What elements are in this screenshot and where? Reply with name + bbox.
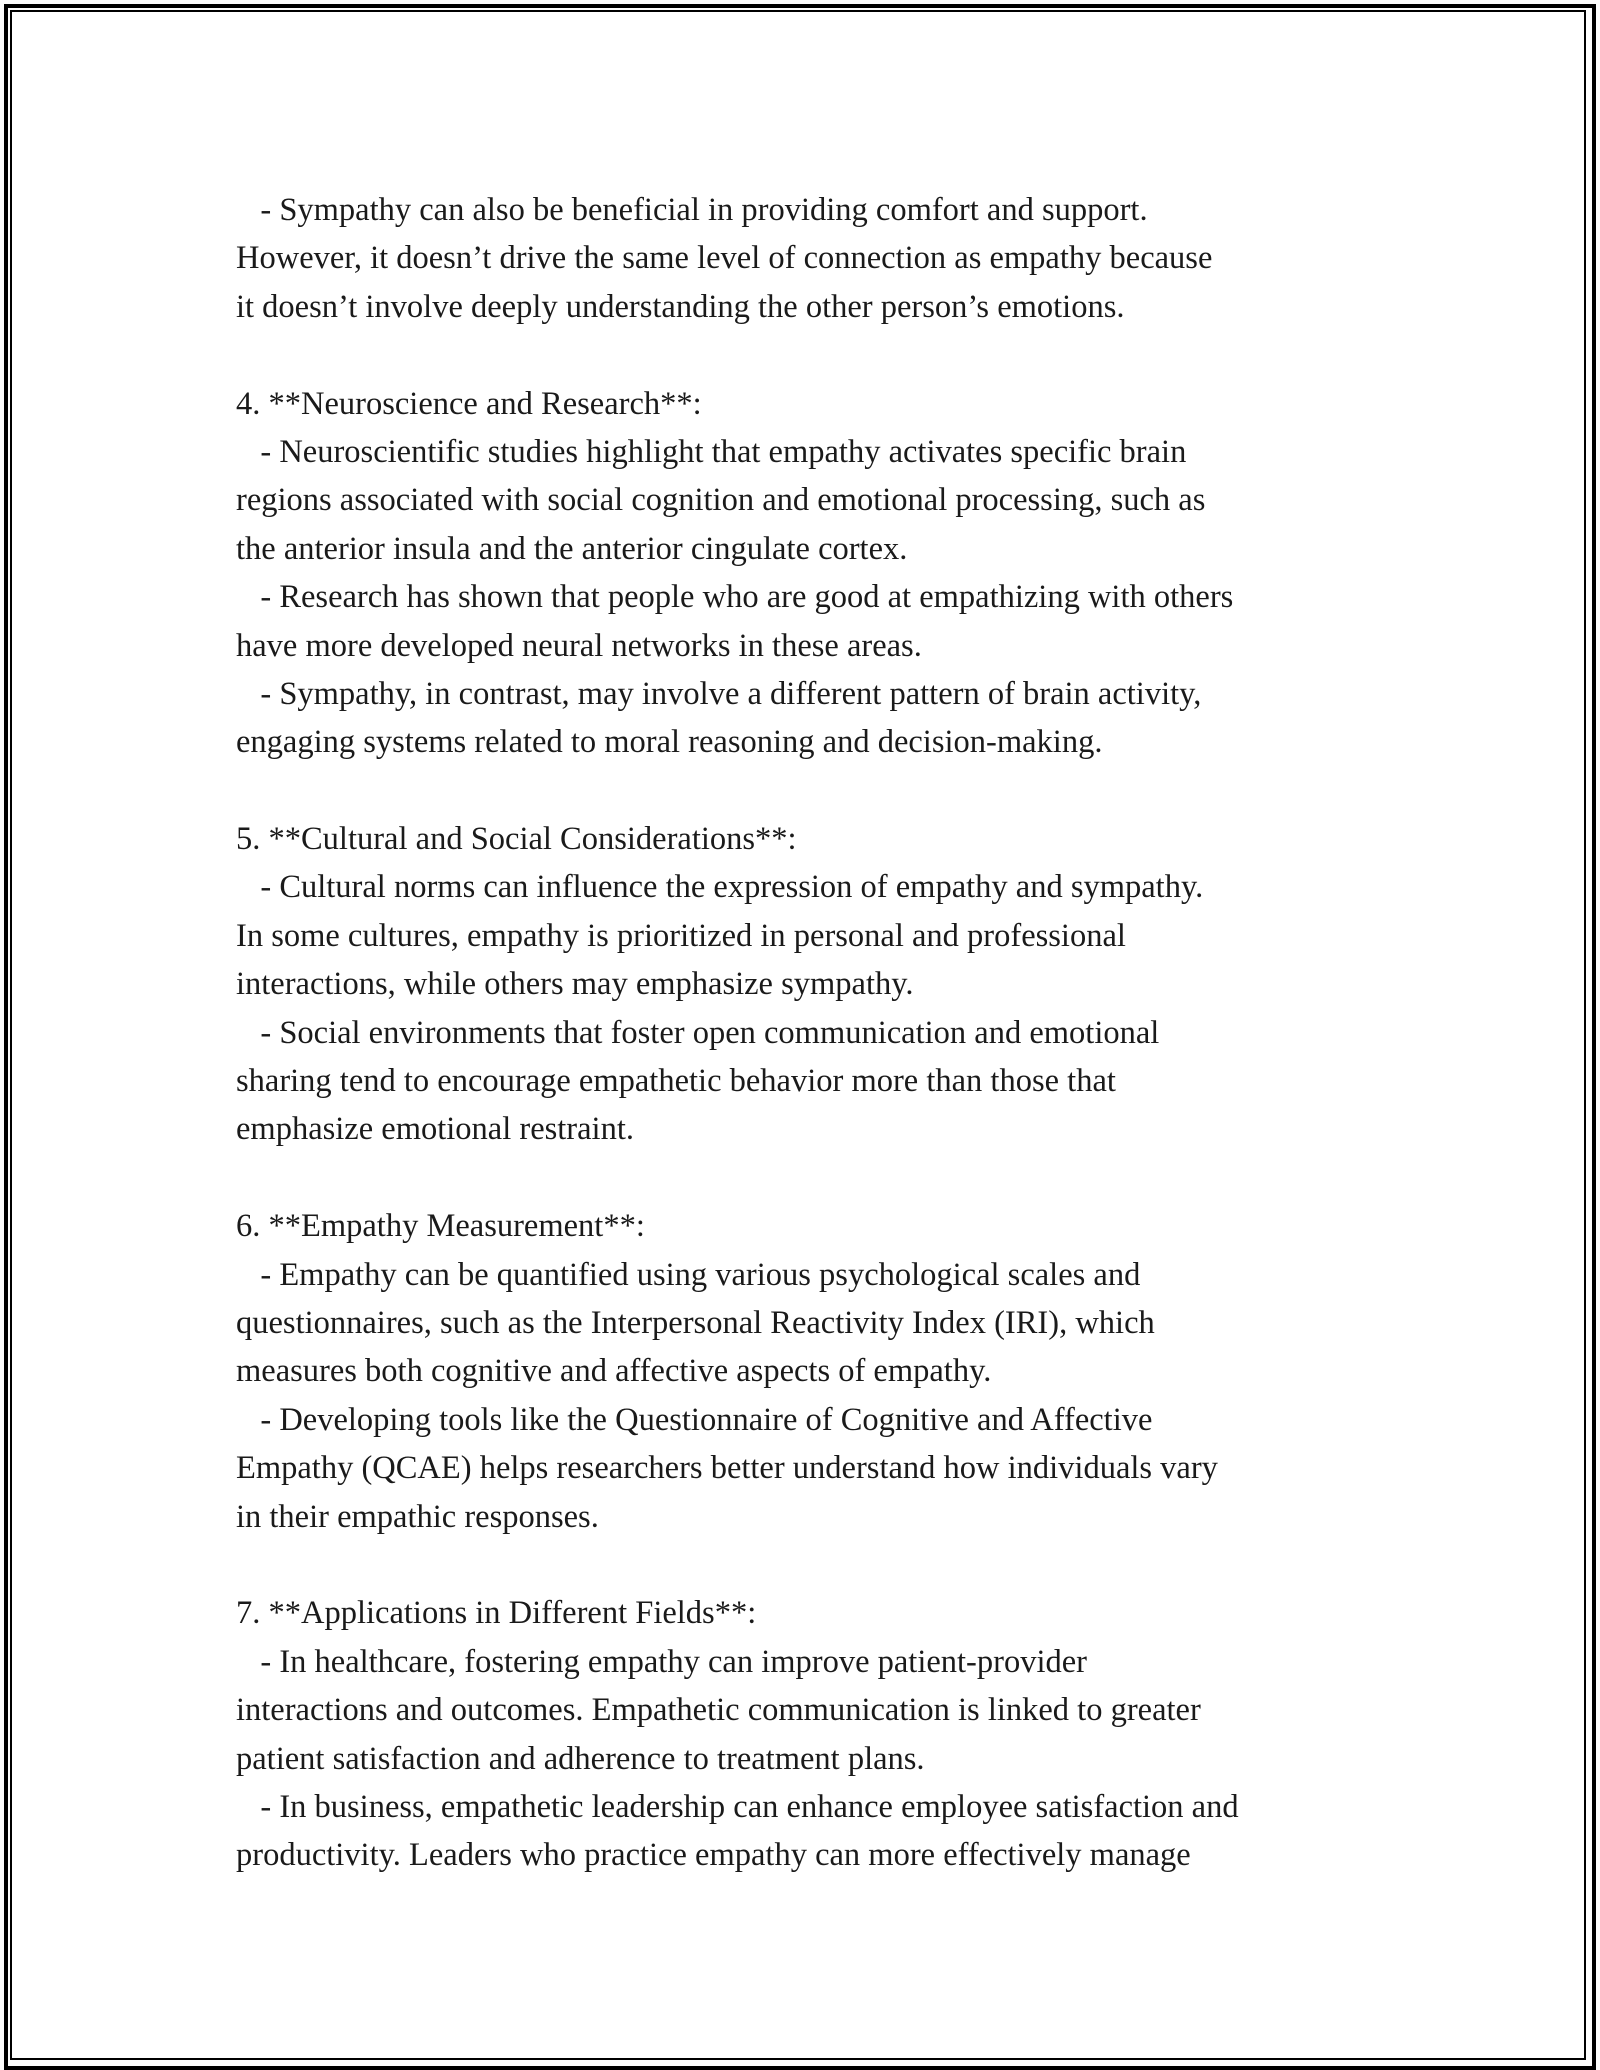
text-line: questionnaires, such as the Interpersonal Reactivity Index (IRI), which (236, 1304, 1155, 1341)
section-empathy-measurement (236, 1202, 1416, 1541)
text-line: - In healthcare, fostering empathy can improve patient-provider (236, 1643, 1087, 1680)
text-line: However, it doesn’t drive the same level of connection as empathy because (236, 240, 1213, 277)
section-heading: 6. **Empathy Measurement**: (236, 1208, 645, 1245)
text-line: In some cultures, empathy is prioritized in personal and professional (236, 917, 1126, 954)
text-line: interactions and outcomes. Empathetic communication is linked to greater (236, 1692, 1201, 1729)
text-line: productivity. Leaders who practice empathy can more effectively manage (236, 1837, 1191, 1874)
paragraph-spacer (236, 1541, 1416, 1589)
section-applications (236, 1589, 1416, 1879)
paragraph-spacer (236, 767, 1416, 815)
text-line: - Cultural norms can influence the expression of empathy and sympathy. (236, 869, 1204, 906)
text-line: it doesn’t involve deeply understanding the other person’s emotions. (236, 288, 1125, 325)
section-cultural-social (236, 815, 1416, 1154)
text-line: the anterior insula and the anterior cingulate cortex. (236, 530, 908, 567)
text-line: - Empathy can be quantified using various psychological scales and (236, 1256, 1141, 1293)
text-line: - Research has shown that people who are good at empathizing with others (236, 579, 1234, 616)
text-line: Empathy (QCAE) helps researchers better understand how individuals vary (236, 1450, 1218, 1487)
paragraph-sympathy-comfort (236, 186, 1416, 331)
text-line: interactions, while others may emphasize sympathy. (236, 966, 914, 1003)
section-heading: 5. **Cultural and Social Considerations**: (236, 821, 797, 858)
text-line: - Sympathy, in contrast, may involve a different pattern of brain activity, (236, 675, 1202, 712)
text-line: measures both cognitive and affective aspects of empathy. (236, 1353, 992, 1390)
text-line: sharing tend to encourage empathetic behavior more than those that (236, 1063, 1116, 1100)
text-line: in their empathic responses. (236, 1498, 599, 1535)
text-line: - Neuroscientific studies highlight that empathy activates specific brain (236, 433, 1187, 470)
text-line: emphasize emotional restraint. (236, 1111, 634, 1148)
text-line: have more developed neural networks in these areas. (236, 627, 922, 664)
text-line: - In business, empathetic leadership can enhance employee satisfaction and (236, 1788, 1239, 1825)
text-line: engaging systems related to moral reasoning and decision-making. (236, 724, 1103, 761)
paragraph-spacer (236, 1154, 1416, 1202)
section-neuroscience (236, 380, 1416, 767)
section-heading: 4. **Neuroscience and Research**: (236, 385, 702, 422)
text-line: - Developing tools like the Questionnaire of Cognitive and Affective (236, 1401, 1153, 1438)
text-line: - Sympathy can also be beneficial in providing comfort and support. (236, 192, 1148, 228)
section-heading: 7. **Applications in Different Fields**: (236, 1595, 757, 1632)
paragraph-spacer (236, 331, 1416, 379)
text-line: - Social environments that foster open communication and emotional (236, 1014, 1160, 1051)
document-body (236, 186, 1416, 1880)
text-line: regions associated with social cognition and emotional processing, such as (236, 482, 1206, 519)
text-line: patient satisfaction and adherence to treatment plans. (236, 1740, 925, 1777)
